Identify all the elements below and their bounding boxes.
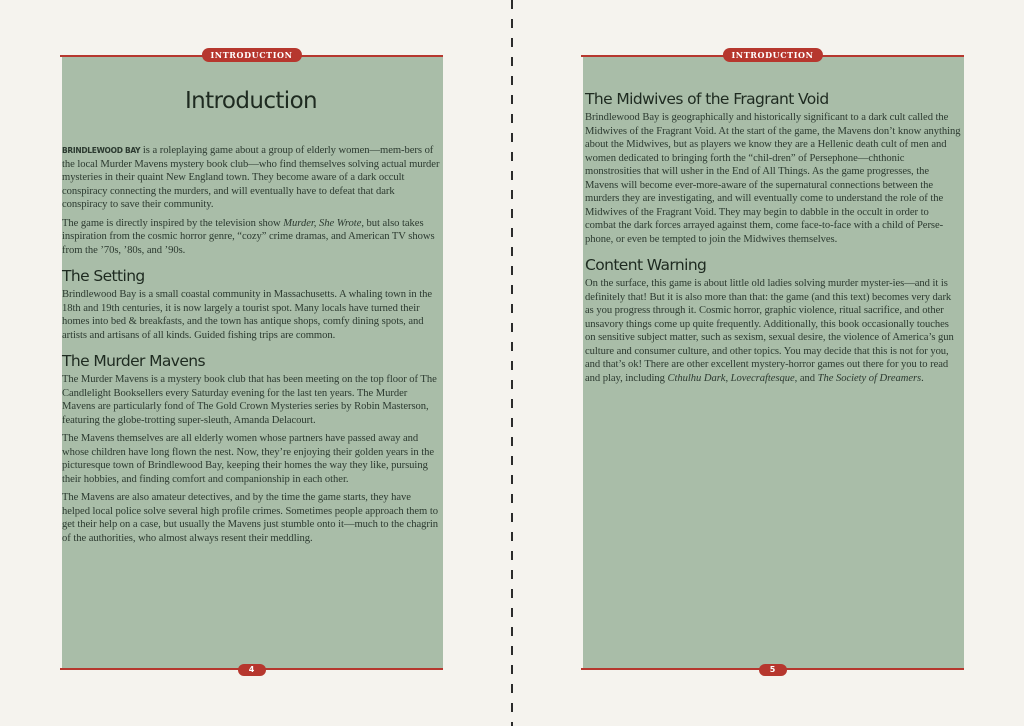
mavens-section bbox=[62, 352, 440, 545]
intro-paragraph-1: BRINDLEWOOD BAY is a roleplaying game about a group of elderly women—mem-bers of the local Murder Mavens mystery book club—who find themselves solving actual murder mysteries in their quaint New England town. They become aware of a dark occult conspiracy connecting the murders, and will eventually have to defeat that dark conspiracy to save their community. bbox=[62, 145, 440, 210]
right-page-content bbox=[585, 90, 961, 390]
header-tag: INTRODUCTION bbox=[722, 48, 822, 62]
header-tag: INTRODUCTION bbox=[201, 48, 301, 62]
mavens-paragraph-1: The Murder Mavens is a mystery book club that has been meeting on the top floor of The Candlelight Booksellers every Saturday evening for the last ten years. The Murder Mavens are particularly fond of The Gold Crown Mysteries series by Robin Masterson, featuring the globe-trotting super-sleuth, Amanda Delacourt. bbox=[62, 374, 437, 426]
page-title: Introduction bbox=[184, 88, 318, 114]
page-number: 4 bbox=[238, 664, 266, 676]
game-title: Cthulhu Dark bbox=[667, 372, 726, 384]
page-number: 5 bbox=[759, 664, 787, 676]
book-gutter-divider bbox=[511, 0, 513, 726]
midwives-section bbox=[585, 90, 961, 246]
content-warning-heading: Content Warning bbox=[585, 256, 707, 274]
setting-heading: The Setting bbox=[62, 267, 145, 285]
setting-section bbox=[62, 267, 440, 342]
mavens-heading: The Murder Mavens bbox=[62, 352, 206, 370]
left-page-content bbox=[62, 88, 440, 550]
content-warning-paragraph: On the surface, this game is about little old ladies solving murder myster-ies—and it is definitely that! But it is also more than that: the game (and this text) becomes very dark as you progress through it. Cosmic horror, graphic violence, ritual sacrifice, and other unsavory things come up quite frequently. Additionally, this book occasionally touches on sensitive subject matter, such as sexism, sexual desire, the violence of America’s gun culture and consumer culture, and other topics. You may decide that this is not for you, and that’s ok! There are other excellent mystery-horror games out there for you to read and play, including Cthulhu Dark, Lovecraftesque, and The Society of Dreamers. bbox=[585, 278, 954, 384]
setting-paragraph: Brindlewood Bay is a small coastal community in Massachusetts. A whaling town in the 18th and 19th centuries, it is now largely a tourist spot. Many locals have turned their homes into bed & breakfasts, and the town has antique shops, comfy dining spots, and artists and artisans of all kinds. Guided fishing trips are common. bbox=[62, 289, 433, 341]
mavens-paragraph-2: The Mavens themselves are all elderly women whose partners have passed away and whose children have long flown the nest. Now, they’re enjoying their golden years in the picturesque town of Brindlewood Bay, keeping their homes the way they like, pursuing their hobbies, and finding comfort and companionship in each other. bbox=[62, 433, 435, 485]
intro-paragraph-2: The game is directly inspired by the television show Murder, She Wrote, but also takes inspiration from the cosmic horror genre, “cozy” crime dramas, and American TV shows from the ’70s, ’80s, and ’90s. bbox=[62, 217, 435, 256]
right-page bbox=[581, 50, 964, 674]
mavens-paragraph-3: The Mavens are also amateur detectives, and by the time the game starts, they have helped local police solve several high profile crimes. Sometimes people approach them to get their help on a case, but usually the Mavens just stumble onto it—much to the chagrin of the authorities, who almost always resent their meddling. bbox=[62, 492, 438, 544]
content-warning-section bbox=[585, 256, 961, 385]
game-title: Lovecraftesque bbox=[730, 372, 795, 384]
midwives-paragraph: Brindlewood Bay is geographically and historically significant to a dark cult called the Midwives of the Fragrant Void. At the start of the game, the Mavens don’t know anything about the Midwives, but as players we know they are a Hellenic death cult of men and women dedicated to bringing forth the “chil-dren” of Persephone—chthonic monstrosities that will usher in the End of All Things. As the game progresses, the Mavens will become ever-more-aware of the supernatural connections between the murders they are investigating, and will eventually come to understand the role of the Midwives of the Fragrant Void. They may begin to dabble in the occult in order to combat the dark forces arrayed against them, come face-to-face with a child of Perse-phone, or even be tempted to join the Midwives themselves. bbox=[585, 112, 961, 245]
midwives-heading: The Midwives of the Fragrant Void bbox=[585, 90, 829, 108]
brand-name: BRINDLEWOOD BAY bbox=[62, 146, 141, 155]
left-page bbox=[60, 50, 443, 674]
game-title: The Society of Dreamers bbox=[817, 372, 922, 384]
show-title: Murder, She Wrote bbox=[283, 217, 362, 229]
